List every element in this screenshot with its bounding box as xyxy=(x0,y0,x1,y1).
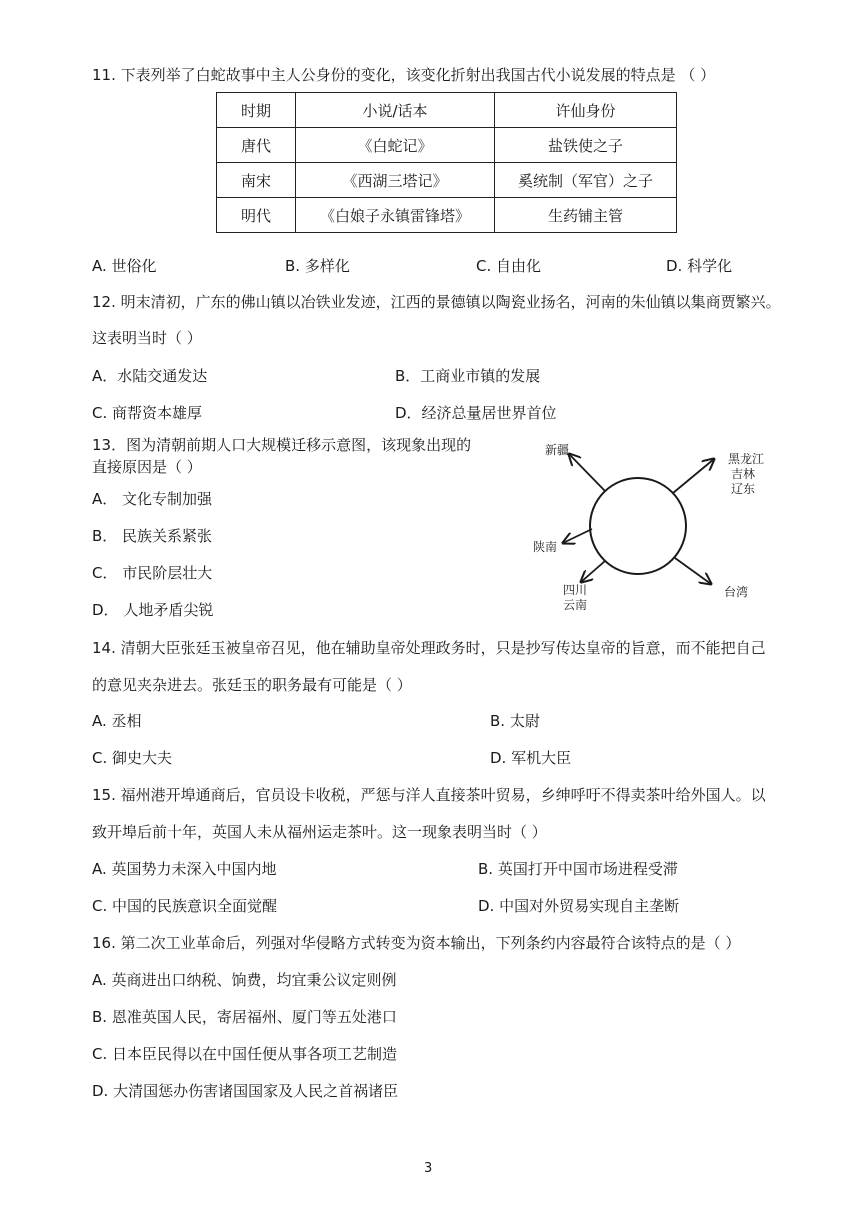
page-number: 3 xyxy=(424,1161,433,1176)
q16-option-b[interactable]: B. 恩准英国人民，寄居福州、厦门等五处港口 xyxy=(92,1008,397,1026)
label-liaodong: 辽东 xyxy=(731,482,756,496)
table-cell: 《白蛇记》 xyxy=(296,128,495,163)
q11-stem: 11. 下表列举了白蛇故事中主人公身份的变化，该变化折射出我国古代小说发展的特点是 （ ） xyxy=(92,66,716,84)
q14-option-c[interactable]: C. 御史大夫 xyxy=(92,749,173,767)
table-header-cell: 小说/话本 xyxy=(296,93,495,128)
q14-stem-line1: 14. 清朝大臣张廷玉被皇帝召见，他在辅助皇帝处理政务时，只是抄写传达皇帝的旨意，而不能把自己 xyxy=(92,639,766,657)
table-row xyxy=(217,198,677,233)
q16-option-d[interactable]: D. 大清国惩办伤害诸国国家及人民之首祸诸臣 xyxy=(92,1082,399,1100)
table-cell: 《西湖三塔记》 xyxy=(296,163,495,198)
q15-option-c[interactable]: C. 中国的民族意识全面觉醒 xyxy=(92,897,278,915)
q12-stem-line1: 12. 明末清初，广东的佛山镇以冶铁业发迹，江西的景德镇以陶瓷业扬名，河南的朱仙镇以集商贾繁兴。 xyxy=(92,293,781,311)
arrow-to-xinjiang xyxy=(569,454,605,491)
q15-stem-line2: 致开埠后前十年，英国人未从福州运走茶叶。这一现象表明当时（ ） xyxy=(92,823,547,841)
q11-option-b[interactable]: B. 多样化 xyxy=(285,257,350,275)
arrow-to-southwest xyxy=(581,561,605,582)
arrow-to-taiwan xyxy=(675,558,711,584)
table-row xyxy=(217,128,677,163)
arrow-to-shaannan xyxy=(563,529,592,543)
label-sichuan: 四川 xyxy=(563,583,588,597)
label-shaannan: 陕南 xyxy=(533,540,558,554)
q11-table xyxy=(216,92,677,233)
q15-option-a[interactable]: A. 英国势力未深入中国内地 xyxy=(92,860,277,878)
migration-diagram xyxy=(525,436,775,626)
q11-option-a[interactable]: A. 世俗化 xyxy=(92,257,157,275)
q13-option-b[interactable]: B． 民族关系紧张 xyxy=(92,527,213,545)
q11-option-d[interactable]: D. 科学化 xyxy=(666,257,733,275)
label-heilongjiang: 黑龙江 xyxy=(728,452,765,466)
q14-option-b[interactable]: B. 太尉 xyxy=(490,712,540,730)
q14-stem-line2: 的意见夹杂进去。张廷玉的职务最有可能是（ ） xyxy=(92,676,412,694)
table-header-cell: 时期 xyxy=(217,93,296,128)
table-cell: 南宋 xyxy=(217,163,296,198)
arrow-to-northeast xyxy=(673,459,714,493)
migration-origin-circle xyxy=(590,478,686,574)
q13-option-a[interactable]: A． 文化专制加强 xyxy=(92,490,213,508)
q12-stem-line2: 这表明当时（ ） xyxy=(92,329,202,347)
table-cell: 生药铺主管 xyxy=(495,198,677,233)
q13-option-c[interactable]: C． 市民阶层壮大 xyxy=(92,564,213,582)
table-header-cell: 许仙身份 xyxy=(495,93,677,128)
label-xinjiang: 新疆 xyxy=(545,443,570,457)
table-cell: 盐铁使之子 xyxy=(495,128,677,163)
table-cell: 奚统制（军官）之子 xyxy=(495,163,677,198)
q16-option-c[interactable]: C. 日本臣民得以在中国任便从事各项工艺制造 xyxy=(92,1045,398,1063)
label-jilin: 吉林 xyxy=(731,467,756,481)
q16-stem: 16. 第二次工业革命后，列强对华侵略方式转变为资本输出，下列条约内容最符合该特点的是（ ） xyxy=(92,934,741,952)
q13-stem-line2: 直接原因是（ ） xyxy=(92,458,202,476)
table-header-row xyxy=(217,93,677,128)
q12-option-b[interactable]: B．工商业市镇的发展 xyxy=(395,367,541,385)
q12-option-d[interactable]: D．经济总量居世界首位 xyxy=(395,404,557,422)
q13-option-d[interactable]: D． 人地矛盾尖锐 xyxy=(92,601,214,619)
label-taiwan: 台湾 xyxy=(724,585,749,599)
table-cell: 明代 xyxy=(217,198,296,233)
label-yunnan: 云南 xyxy=(563,598,588,612)
q14-option-a[interactable]: A. 丞相 xyxy=(92,712,142,730)
q13-stem-line1: 13．图为清朝前期人口大规模迁移示意图，该现象出现的 xyxy=(92,436,472,454)
q12-option-a[interactable]: A．水陆交通发达 xyxy=(92,367,208,385)
q15-option-b[interactable]: B. 英国打开中国市场进程受滞 xyxy=(478,860,678,878)
table-row xyxy=(217,163,677,198)
q12-option-c[interactable]: C. 商帮资本雄厚 xyxy=(92,404,203,422)
table-cell: 唐代 xyxy=(217,128,296,163)
q16-option-a[interactable]: A. 英商进出口纳税、饷费，均宜秉公议定则例 xyxy=(92,971,397,989)
q15-stem-line1: 15. 福州港开埠通商后，官员设卡收税，严惩与洋人直接茶叶贸易，乡绅呼吁不得卖茶叶给外国人。以 xyxy=(92,786,766,804)
q14-option-d[interactable]: D. 军机大臣 xyxy=(490,749,572,767)
table-cell: 《白娘子永镇雷锋塔》 xyxy=(296,198,495,233)
q15-option-d[interactable]: D. 中国对外贸易实现自主垄断 xyxy=(478,897,680,915)
q11-option-c[interactable]: C. 自由化 xyxy=(476,257,542,275)
